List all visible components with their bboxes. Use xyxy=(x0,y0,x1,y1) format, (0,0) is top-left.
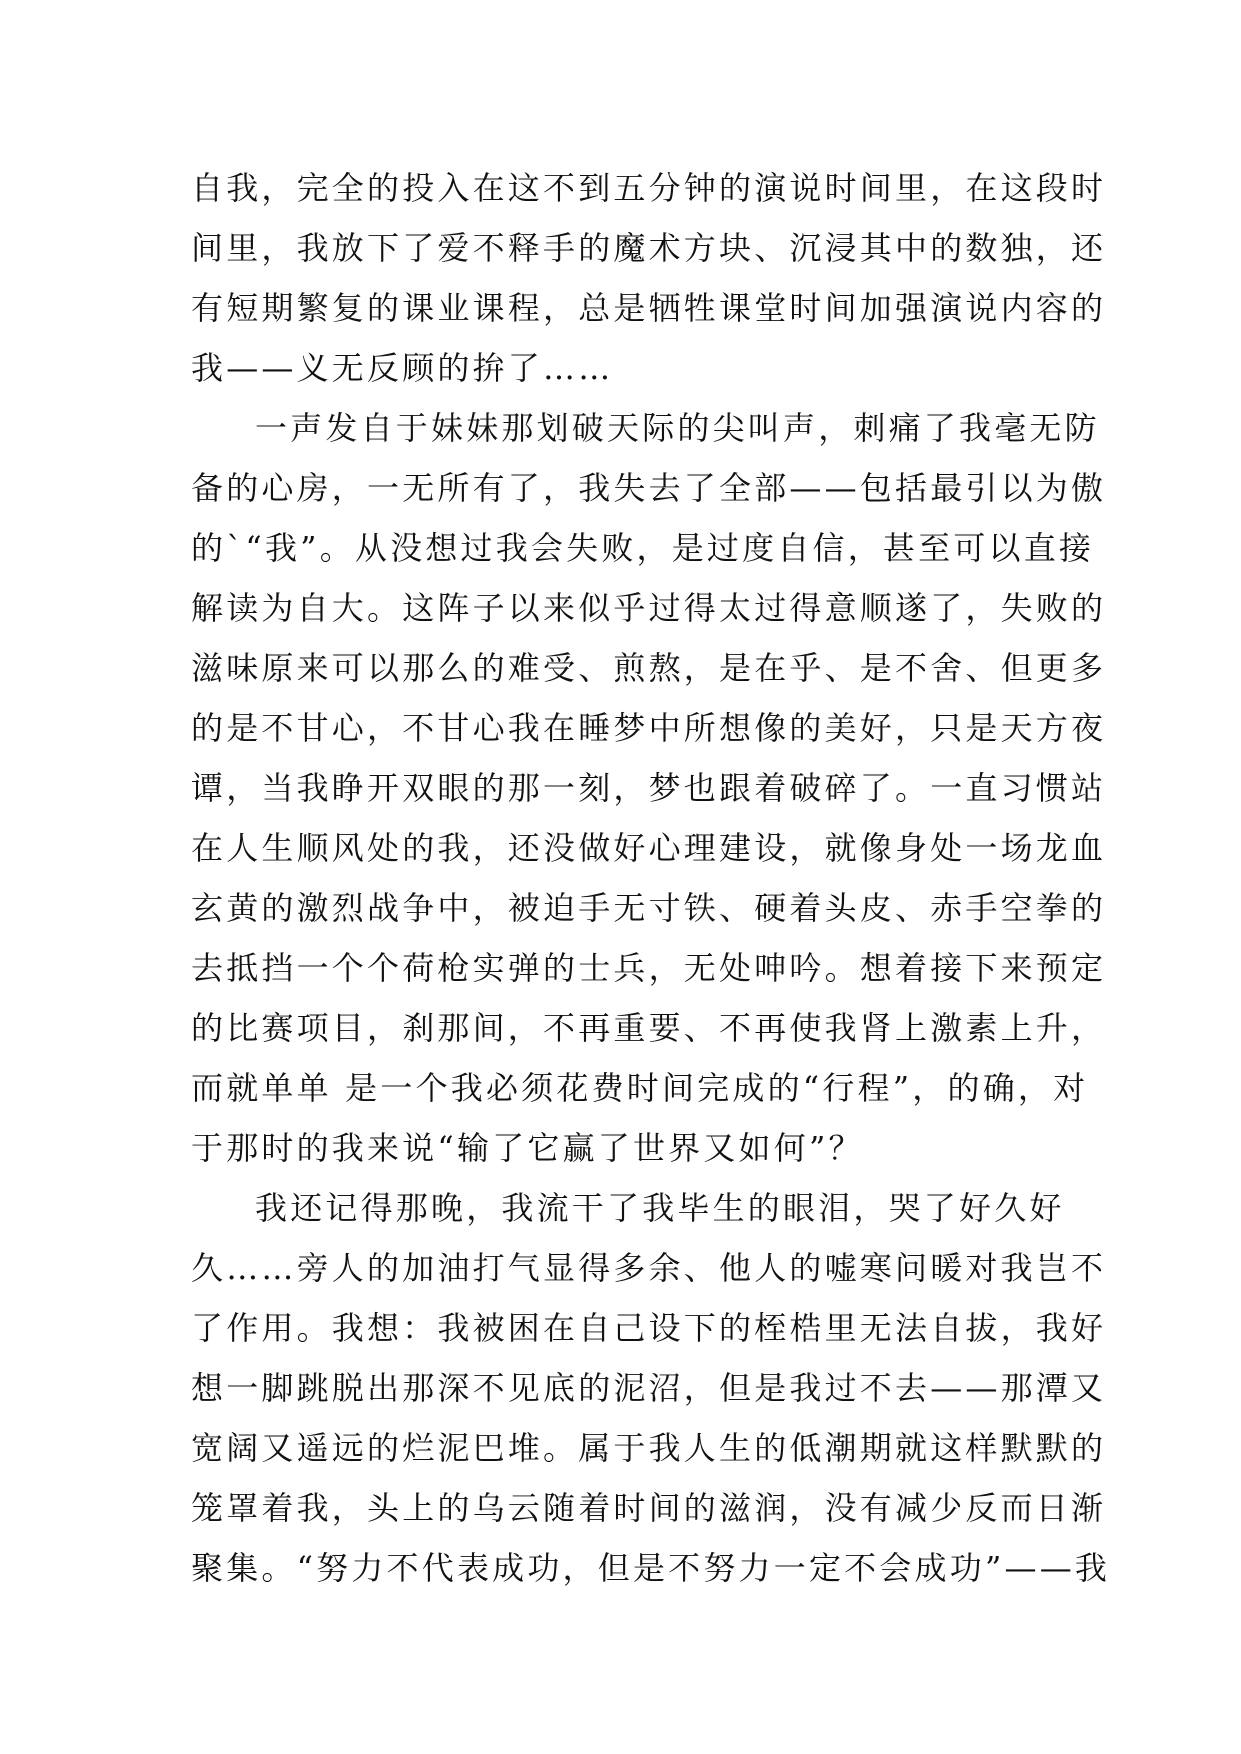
text-line: 备的心房，一无所有了，我失去了全部——包括最引以为傲 xyxy=(191,469,1107,507)
text-line: 在人生顺风处的我，还没做好心理建设，就像身处一场龙血 xyxy=(191,829,1107,867)
paragraph-first-line: 我还记得那晚，我流干了我毕生的眼泪，哭了好久好 xyxy=(255,1189,1065,1227)
text-line: 的比赛项目，刹那间，不再重要、不再使我肾上激素上升， xyxy=(191,1009,1107,1047)
text-line: 的是不甘心，不甘心我在睡梦中所想像的美好，只是天方夜 xyxy=(191,709,1107,747)
text-line: 而就单单 是一个我必须花费时间完成的“行程”，的确，对 xyxy=(191,1069,1089,1107)
text-line: 间里，我放下了爱不释手的魔术方块、沉浸其中的数独，还 xyxy=(191,229,1107,267)
text-line: 玄黄的激烈战争中，被迫手无寸铁、硬着头皮、赤手空拳的 xyxy=(191,889,1107,927)
text-line: 久……旁人的加油打气显得多余、他人的嘘寒问暖对我岂不 xyxy=(191,1249,1107,1287)
text-line: 有短期繁复的课业课程，总是牺牲课堂时间加强演说内容的 xyxy=(191,289,1107,327)
text-line: 滋味原来可以那么的难受、煎熬，是在乎、是不舍、但更多 xyxy=(191,649,1107,687)
text-line: 我——义无反顾的拚了…… xyxy=(191,349,614,387)
text-line: 自我，完全的投入在这不到五分钟的演说时间里，在这段时 xyxy=(191,169,1107,207)
text-line: 宽阔又遥远的烂泥巴堆。属于我人生的低潮期就这样默默的 xyxy=(191,1429,1107,1467)
text-line: 聚集。“努力不代表成功，但是不努力一定不会成功”——我 xyxy=(191,1549,1111,1587)
text-line: 解读为自大。这阵子以来似乎过得太过得意顺遂了，失败的 xyxy=(191,589,1107,627)
paragraph-first-line: 一声发自于妹妹那划破天际的尖叫声，刺痛了我毫无防 xyxy=(255,409,1100,447)
text-line: 笼罩着我，头上的乌云随着时间的滋润，没有减少反而日渐 xyxy=(191,1489,1107,1527)
text-line: 于那时的我来说“输了它赢了世界又如何”？ xyxy=(191,1129,864,1167)
text-line: 了作用。我想：我被困在自己设下的桎梏里无法自拔，我好 xyxy=(191,1309,1107,1347)
text-line: 去抵挡一个个荷枪实弹的士兵，无处呻吟。想着接下来预定 xyxy=(191,949,1107,987)
text-line: 的`“我”。从没想过我会失败，是过度自信，甚至可以直接 xyxy=(191,529,1095,567)
text-line: 想一脚跳脱出那深不见底的泥沼，但是我过不去——那潭又 xyxy=(191,1369,1107,1407)
text-line: 谭，当我睁开双眼的那一刻，梦也跟着破碎了。一直习惯站 xyxy=(191,769,1107,807)
